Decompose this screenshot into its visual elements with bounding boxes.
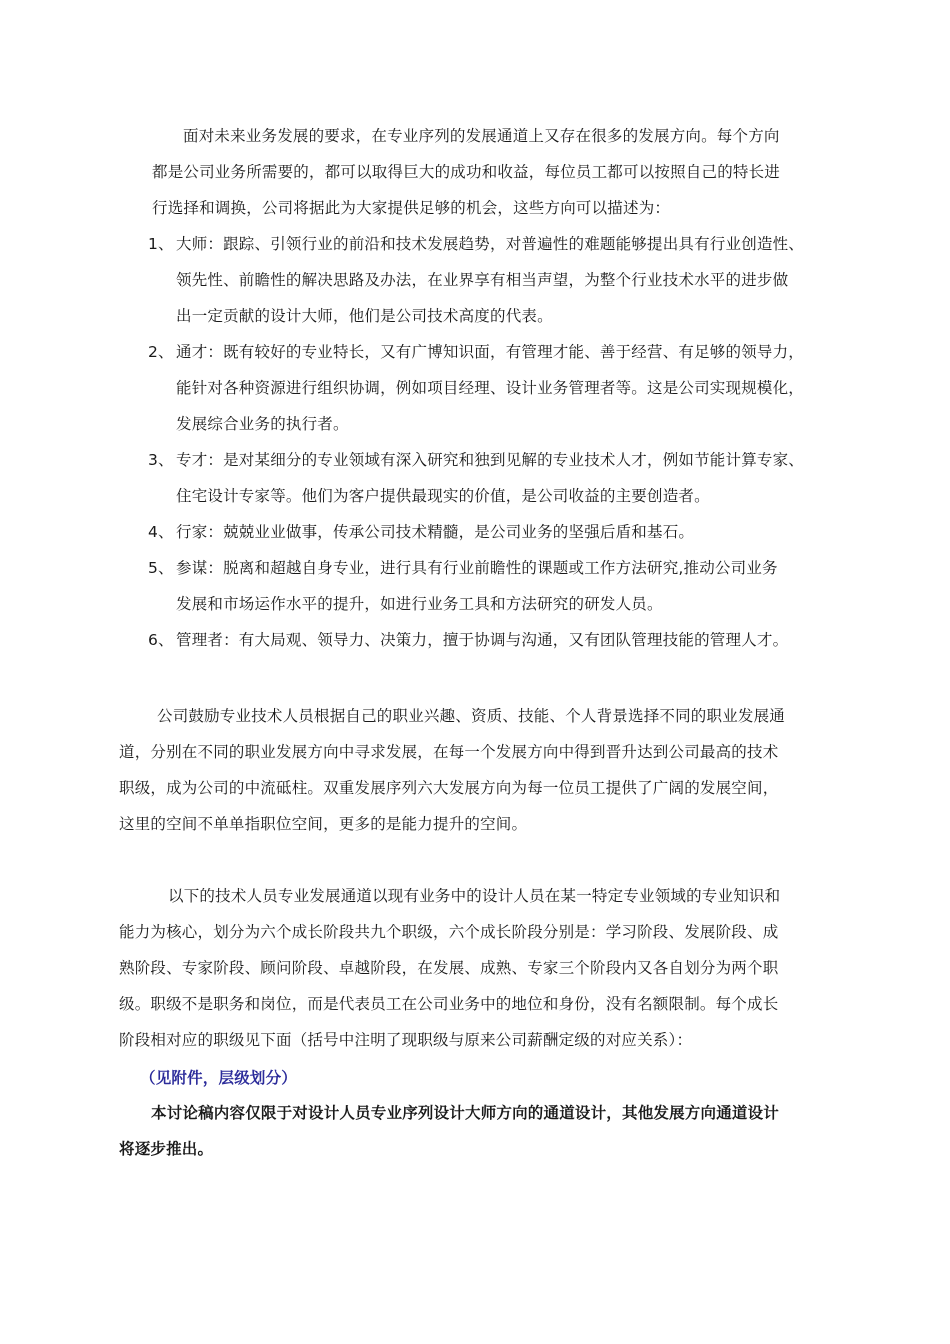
para2-line-2: 道，分别在不同的职业发展方向中寻求发展，在每一个发展方向中得到晋升达到公司最高的技术 xyxy=(119,743,779,761)
list-item-1-line-2: 领先性、前瞻性的解决思路及办法，在业界享有相当声望，为整个行业技术水平的进步做 xyxy=(176,271,789,289)
list-item-3-number: 3、 xyxy=(148,451,174,469)
list-item-6-line-1: 管理者：有大局观、领导力、决策力，擅于协调与沟通，又有团队管理技能的管理人才。 xyxy=(176,631,789,649)
intro-line-1: 面对未来业务发展的要求，在专业序列的发展通道上又存在很多的发展方向。每个方向 xyxy=(183,127,780,145)
para3-line-4: 级。职级不是职务和岗位，而是代表员工在公司业务中的地位和身份，没有名额限制。每个成长 xyxy=(119,995,779,1013)
list-item-1-line-1: 大师：跟踪、引领行业的前沿和技术发展趋势，对普遍性的难题能够提出具有行业创造性、 xyxy=(176,235,805,253)
para3-line-1: 以下的技术人员专业发展通道以现有业务中的设计人员在某一特定专业领域的专业知识和 xyxy=(168,887,781,905)
intro-line-3: 行选择和调换，公司将据此为大家提供足够的机会，这些方向可以描述为： xyxy=(152,199,671,217)
para3-line-5: 阶段相对应的职级见下面（括号中注明了现职级与原来公司薪酬定级的对应关系）： xyxy=(119,1031,693,1049)
list-item-5-line-2: 发展和市场运作水平的提升，如进行业务工具和方法研究的研发人员。 xyxy=(176,595,663,613)
list-item-4-number: 4、 xyxy=(148,523,174,541)
list-item-5-number: 5、 xyxy=(148,559,174,577)
list-item-1-number: 1、 xyxy=(148,235,174,253)
list-item-4-line-1: 行家：兢兢业业做事，传承公司技术精髓，是公司业务的坚强后盾和基石。 xyxy=(176,523,695,541)
list-item-2-number: 2、 xyxy=(148,343,174,361)
para2-line-3: 职级，成为公司的中流砥柱。双重发展序列六大发展方向为每一位员工提供了广阔的发展空间， xyxy=(119,779,779,797)
list-item-6-number: 6、 xyxy=(148,631,174,649)
intro-line-2: 都是公司业务所需要的，都可以取得巨大的成功和收益，每位员工都可以按照自己的特长进 xyxy=(152,163,781,181)
list-item-2-line-1: 通才：既有较好的专业特长，又有广博知识面，有管理才能、善于经营、有足够的领导力， xyxy=(176,343,805,361)
list-item-3-line-2: 住宅设计专家等。他们为客户提供最现实的价值，是公司收益的主要创造者。 xyxy=(176,487,710,505)
list-item-1-line-3: 出一定贡献的设计大师，他们是公司技术高度的代表。 xyxy=(176,307,553,325)
para2-line-4: 这里的空间不单单指职位空间，更多的是能力提升的空间。 xyxy=(119,815,528,833)
list-item-3-line-1: 专才：是对某细分的专业领域有深入研究和独到见解的专业技术人才，例如节能计算专家、 xyxy=(176,451,805,469)
list-item-5-line-1: 参谋：脱离和超越自身专业，进行具有行业前瞻性的课题或工作方法研究,推动公司业务 xyxy=(176,559,778,577)
para3-line-2: 能力为核心，划分为六个成长阶段共九个职级，六个成长阶段分别是：学习阶段、发展阶段、成 xyxy=(119,923,779,941)
para2-line-1: 公司鼓励专业技术人员根据自己的职业兴趣、资质、技能、个人背景选择不同的职业发展通 xyxy=(157,707,786,725)
para3-line-3: 熟阶段、专家阶段、顾问阶段、卓越阶段，在发展、成熟、专家三个阶段内又各自划分为两个职 xyxy=(119,959,779,977)
closing-line-2: 将逐步推出。 xyxy=(119,1140,214,1158)
list-item-2-line-2: 能针对各种资源进行组织协调，例如项目经理、设计业务管理者等。这是公司实现规模化， xyxy=(176,379,805,397)
list-item-2-line-3: 发展综合业务的执行者。 xyxy=(176,415,349,433)
attachment-note: （见附件，层级划分） xyxy=(140,1069,298,1087)
closing-line-1: 本讨论稿内容仅限于对设计人员专业序列设计大师方向的通道设计，其他发展方向通道设计 xyxy=(151,1104,780,1122)
